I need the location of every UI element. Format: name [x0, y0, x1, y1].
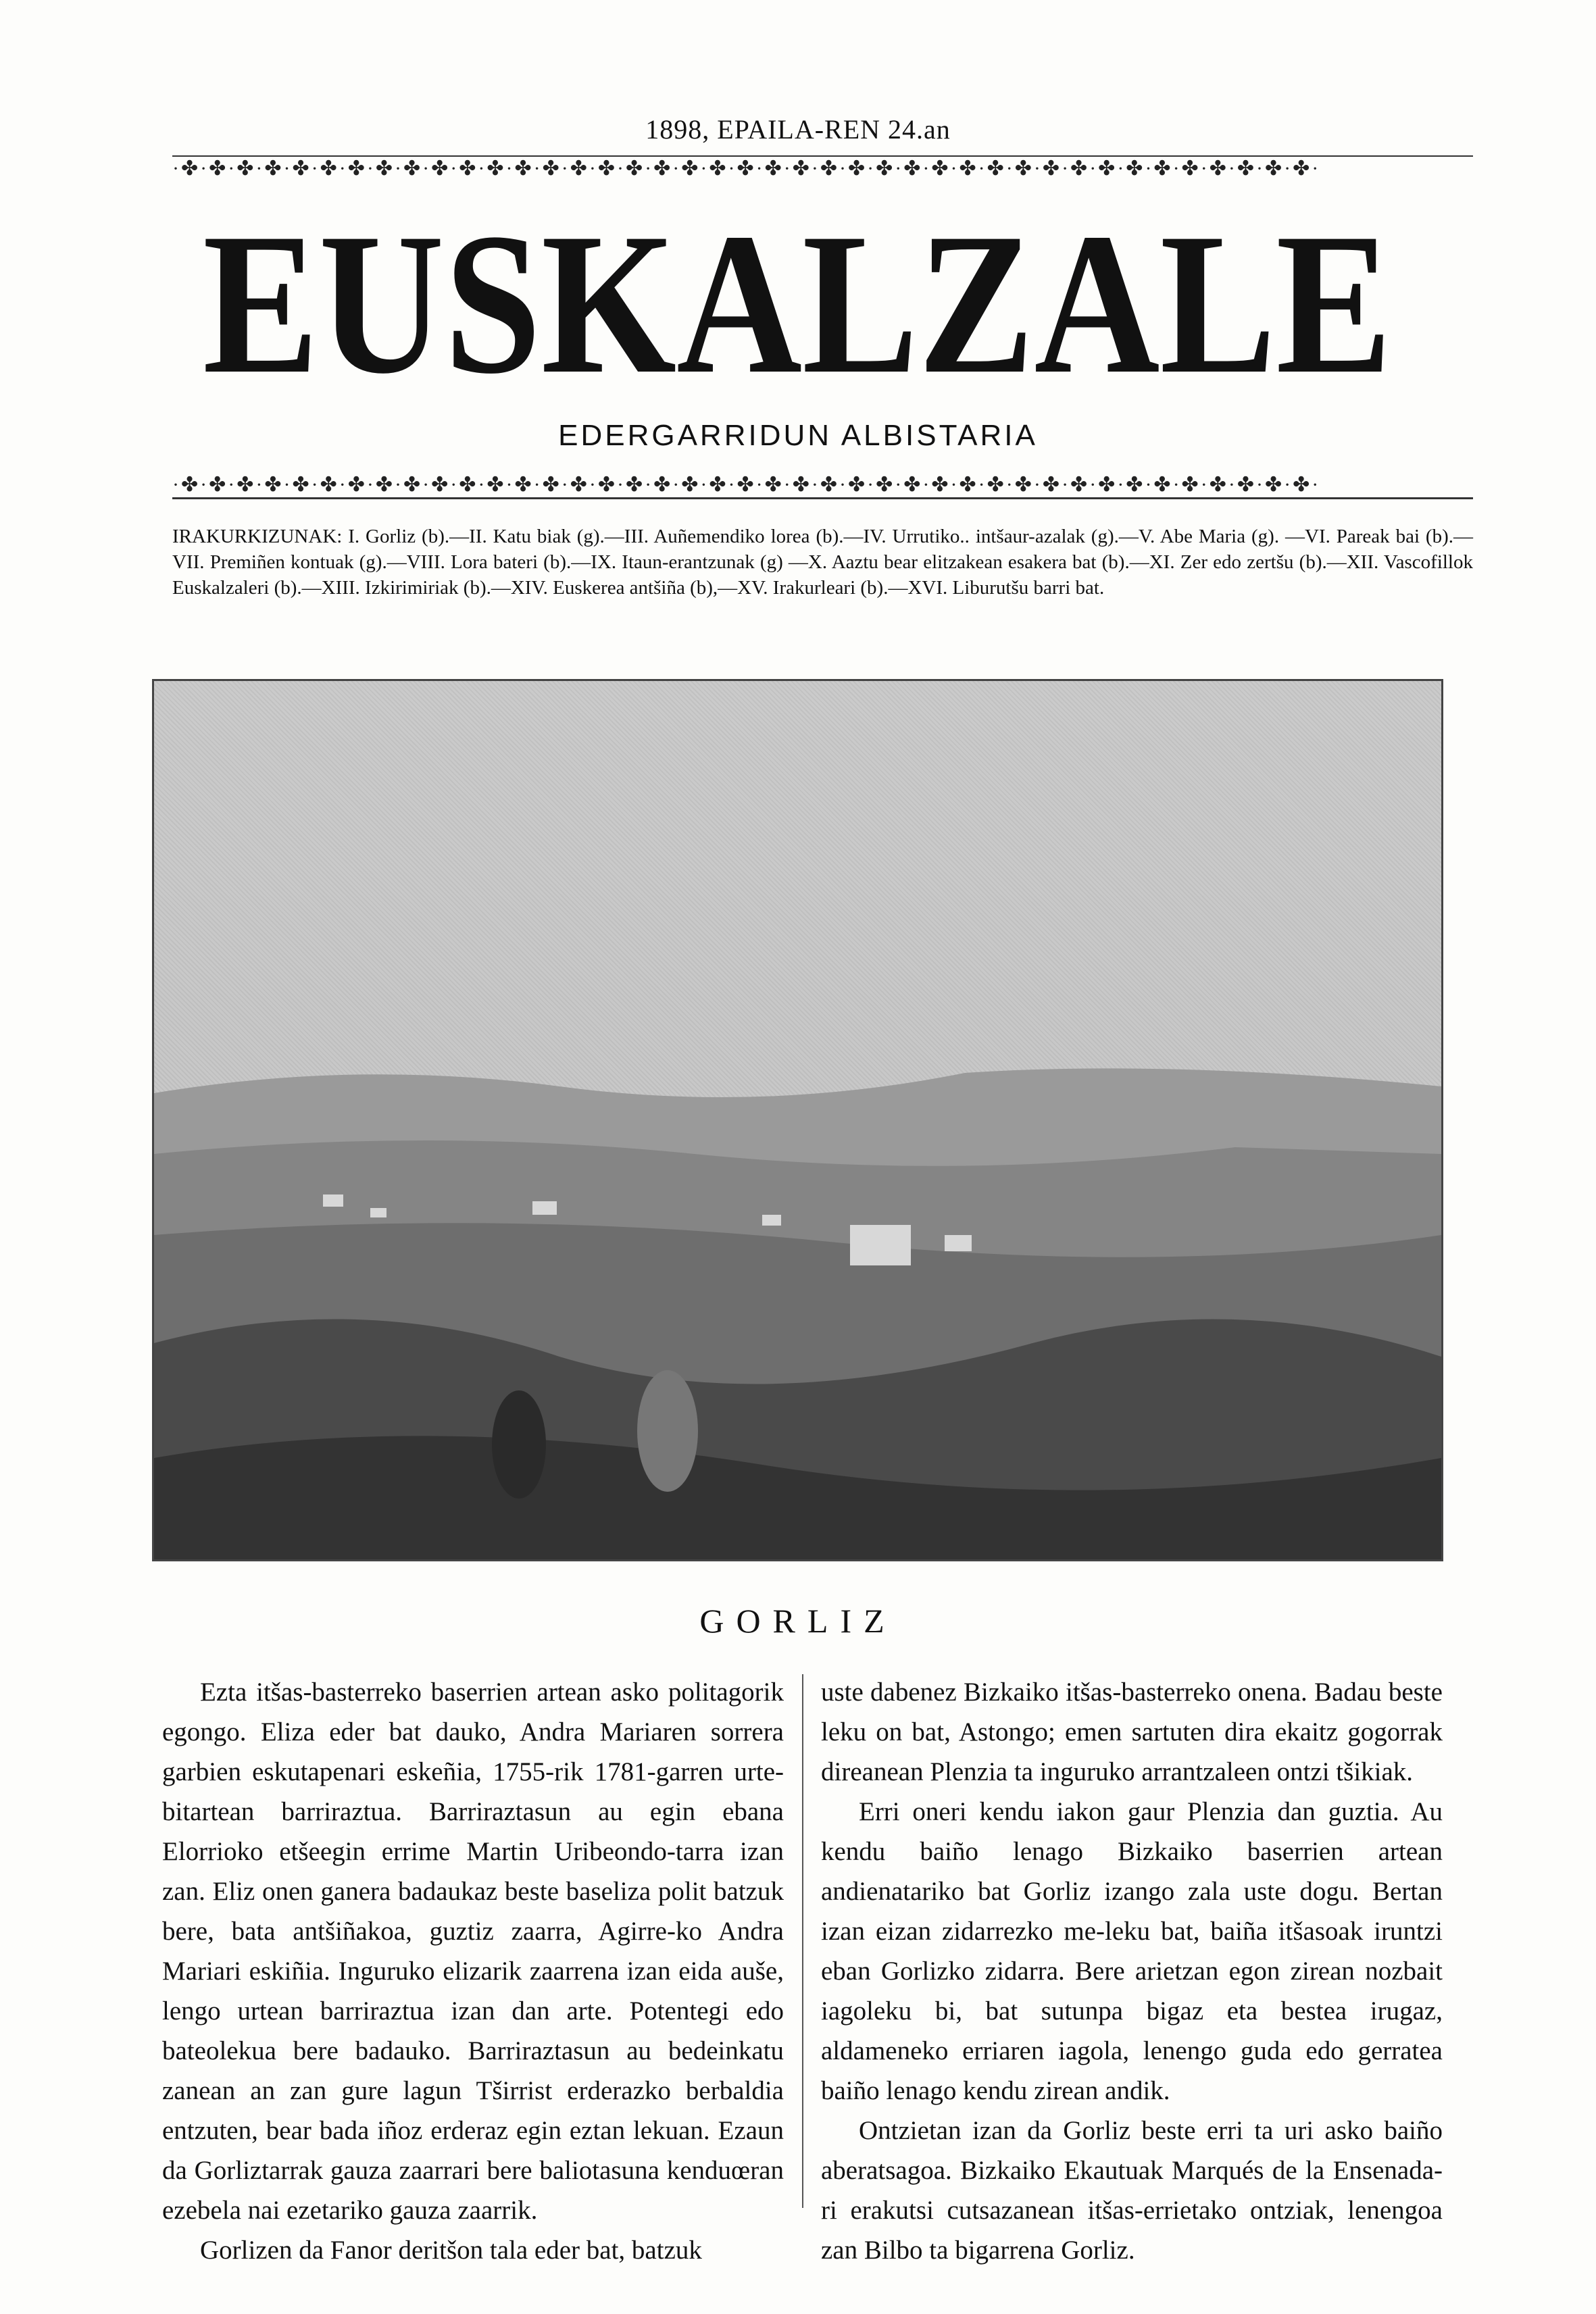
paragraph: Ontzietan izan da Gorliz beste erri ta uri asko baiño aberatsagoa. Bizkaiko Ekautuak Marqués de la Ensenada-ri erakutsi cutsazanean itšas-errietako ontziak, lenengoa zan Bilbo ta bigarrena Gorliz.	[821, 2116, 1443, 2265]
landscape-photo	[152, 679, 1443, 1561]
newspaper-title: EUSKALZALE	[203, 191, 1392, 416]
issue-date: 1898, EPAILA-REN 24.an	[645, 114, 951, 145]
top-ornament-rule: ·✤·✤·✤·✤·✤·✤·✤·✤·✤·✤·✤·✤·✤·✤·✤·✤·✤·✤·✤·✤·✤·✤·✤·✤·✤·✤·✤·✤·✤·✤·✤·✤·✤·✤·✤·✤·✤·✤·✤·✤·✤·	[172, 155, 1473, 181]
newspaper-subtitle: EDERGARRIDUN ALBISTARIA	[558, 419, 1038, 452]
paragraph: Ezta itšas-basterreko baserrien artean asko politagorik egongo. Eliza eder bat dauko, Andra Mariaren sorrera garbien eskutapenari eskeñia, 1755-rik 1781-garren urte-bitartean barriraztua. Barriraztasun au egin ebana Elorrioko etšeegin errime Martin Uribeondo-tarra izan zan. Eliz onen ganera badaukaz beste baseliza polit batzuk bere, bata antšiñakoa, guztiz zaarra, Agirre-ko Andra Mariari eskiñia. Inguruko elizarik zaarrena izan eida auše, lengo urtean barriraztua izan dan arte. Potentegi edo bateolekua bere badauko. Barriraztasun au bedeinkatu zanean an zan gure lagun Tširrist erderazko berbaldia entzuten, bear bada iñoz erderaz egin eztan lekuan. Ezaun da Gorliztarrak gauza zaarrari bere baliotasuna kenduœran ezebela nai ezetariko gauza zaarrik.	[162, 1678, 784, 2225]
paragraph: uste dabenez Bizkaiko itšas-basterreko onena. Badau beste leku on bat, Astongo; emen sartuten dira ekaitz gogorrak direanean Plenzia ta inguruko arrantzaleen ontzi tšikiak.	[821, 1678, 1443, 1786]
paragraph: Erri oneri kendu iakon gaur Plenzia dan guztia. Au kendu baiño lenago Bizkaiko baserrien artean andienatariko bat Gorliz izango zala uste dogu. Bertan izan eizan zidarrezko me-leku bat, baiña itšasoak iruntzi eban Gorlizko zidarra. Bere arietzan egon zirean nozbait iagoleku bi, bat sutunpa bigaz eta bestea irugaz, aldameneko erriaren iagola, lenengo guda edo gerratea baiño lenago kendu zirean andik.	[821, 1797, 1443, 2105]
article-column-left	[162, 1672, 784, 2270]
photo-caption: GORLIZ	[699, 1602, 897, 1640]
bottom-ornament-rule: ·✤·✤·✤·✤·✤·✤·✤·✤·✤·✤·✤·✤·✤·✤·✤·✤·✤·✤·✤·✤·✤·✤·✤·✤·✤·✤·✤·✤·✤·✤·✤·✤·✤·✤·✤·✤·✤·✤·✤·✤·✤·	[172, 473, 1473, 499]
paragraph: Gorlizen da Fanor deritšon tala eder bat, batzuk	[200, 2236, 702, 2265]
column-divider	[802, 1674, 803, 2208]
table-of-contents: IRAKURKIZUNAK: I. Gorliz (b).—II. Katu biak (g).—III. Auñemendiko lorea (b).—IV. Urrutiko.. intšaur-azalak (g).—V. Abe Maria (g). —VI. Pareak bai (b).—VII. Premiñen kontuak (g).—VIII. Lora bateri (b).—IX. Itaun-erantzunak (g) —X. Aaztu bear elitzakean esakera bat (b).—XI. Zer edo zertšu (b).—XII. Vascofillok Euskalzaleri (b).—XIII. Izkirimiriak (b).—XIV. Euskerea antšiña (b),—XV. Irakurleari (b).—XVI. Liburutšu barri bat.	[172, 526, 1473, 599]
article-column-right	[821, 1672, 1443, 2270]
masthead	[196, 191, 1399, 416]
